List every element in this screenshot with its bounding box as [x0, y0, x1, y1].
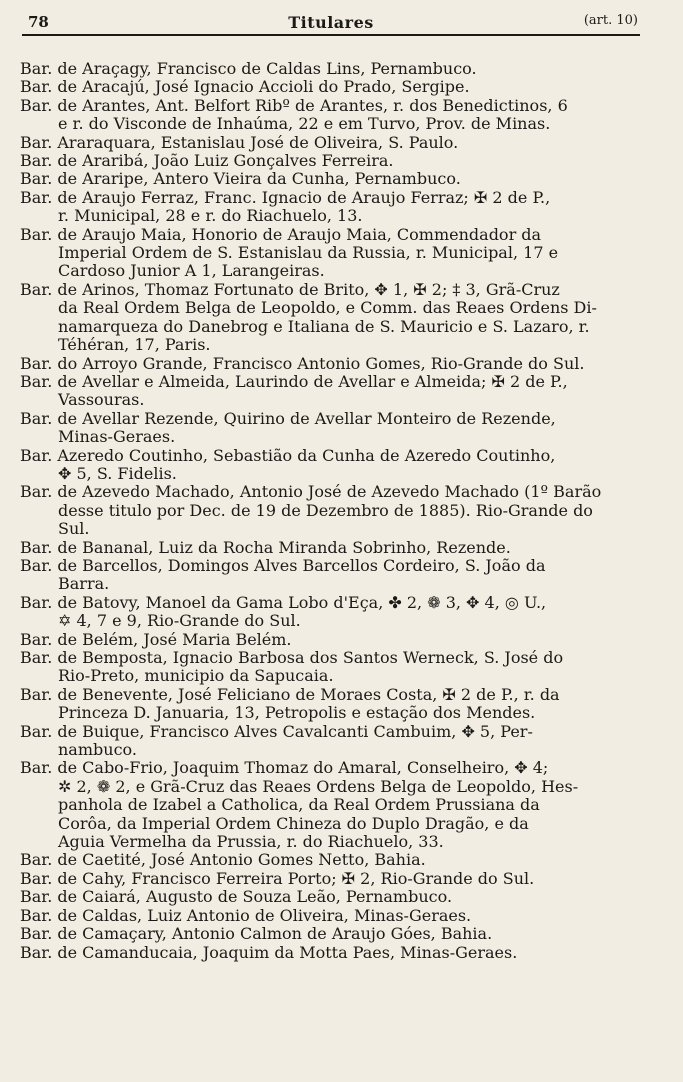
entry-line: Bar. de Buique, Francisco Alves Cavalcanti Cambuim, ✥ 5, Per- [20, 721, 533, 741]
title-entry [0, 686, 683, 723]
entry-continuation-line: da Real Ordem Belga de Leopoldo, e Comm. das Reaes Ordens Di- [58, 298, 597, 318]
title-entry [0, 152, 683, 170]
entry-line: Bar. de Araribá, João Luiz Gonçalves Ferreira. [20, 151, 394, 171]
title-entry [0, 851, 683, 869]
entry-continuation-line: Minas-Geraes. [58, 427, 176, 447]
entry-line: Bar. de Caldas, Luiz Antonio de Oliveira, Minas-Geraes. [20, 905, 472, 925]
title-entry [0, 944, 683, 962]
title-entry [0, 281, 683, 355]
entry-line: Bar. de Cahy, Francisco Ferreira Porto; ✠ 2, Rio-Grande do Sul. [20, 868, 535, 888]
title-entry [0, 355, 683, 373]
title-entry [0, 97, 683, 134]
entry-line: Bar. de Barcellos, Domingos Alves Barcellos Cordeiro, S. João da [20, 555, 546, 575]
title-entry [0, 539, 683, 557]
entry-continuation-line: Corôa, da Imperial Ordem Chineza do Duplo Dragão, e da [58, 813, 529, 833]
entry-line: Bar. de Araripe, Antero Vieira da Cunha, Pernambuco. [20, 169, 461, 189]
entry-line: Bar. de Caiará, Augusto de Souza Leão, Pernambuco. [20, 887, 453, 907]
entry-line: Bar. de Araujo Maia, Honorio de Araujo Maia, Commendador da [20, 224, 542, 244]
entry-line: Bar. de Araujo Ferraz, Franc. Ignacio de Araujo Ferraz; ✠ 2 de P., [20, 187, 551, 207]
entry-continuation-line: panhola de Izabel a Catholica, da Real Ordem Prussiana da [58, 795, 540, 815]
running-title: Titulares [288, 13, 374, 32]
entry-line: Bar. de Camanducaia, Joaquim da Motta Paes, Minas-Geraes. [20, 942, 518, 962]
title-entry [0, 483, 683, 538]
entry-line: Bar. de Bananal, Luiz da Rocha Miranda Sobrinho, Rezende. [20, 537, 511, 557]
entry-continuation-line: e r. do Visconde de Inhaúma, 22 e em Turvo, Prov. de Minas. [58, 114, 551, 134]
entry-continuation-line: desse titulo por Dec. de 19 de Dezembro de 1885). Rio-Grande do [58, 500, 593, 520]
title-entry [0, 170, 683, 188]
entry-line: Bar. de Avellar e Almeida, Laurindo de Avellar e Almeida; ✠ 2 de P., [20, 371, 568, 391]
title-entry [0, 189, 683, 226]
entry-continuation-line: ✡ 4, 7 e 9, Rio-Grande do Sul. [58, 611, 301, 631]
entry-line: Bar. de Bemposta, Ignacio Barbosa dos Santos Werneck, S. José do [20, 648, 564, 667]
entry-line: Bar. do Arroyo Grande, Francisco Antonio Gomes, Rio-Grande do Sul. [20, 353, 585, 373]
entry-line: Bar. de Avellar Rezende, Quirino de Avellar Monteiro de Rezende, [20, 408, 556, 428]
entry-line: Bar. Araraquara, Estanislau José de Oliveira, S. Paulo. [20, 132, 459, 152]
title-entry [0, 925, 683, 943]
entry-line: Bar. de Azevedo Machado, Antonio José de Azevedo Machado (1º Barão [20, 482, 602, 502]
entry-continuation-line: Rio-Preto, municipio da Sapucaia. [58, 666, 334, 686]
entry-line: Bar. de Benevente, José Feliciano de Moraes Costa, ✠ 2 de P., r. da [20, 684, 560, 704]
title-entry [0, 759, 683, 851]
entry-line: Bar. de Arinos, Thomaz Fortunato de Brito, ✥ 1, ✠ 2; ‡ 3, Grã-Cruz [20, 279, 560, 299]
entry-line: Bar. de Cabo-Frio, Joaquim Thomaz do Amaral, Conselheiro, ✥ 4; [20, 758, 549, 778]
title-entry [0, 870, 683, 888]
title-entry [0, 410, 683, 447]
entry-line: Bar. de Aracajú, José Ignacio Accioli do Prado, Sergipe. [20, 77, 470, 97]
title-entry [0, 631, 683, 649]
title-entry [0, 78, 683, 96]
entry-continuation-line: r. Municipal, 28 e r. do Riachuelo, 13. [58, 206, 363, 226]
entry-continuation-line: Cardoso Junior A 1, Larangeiras. [58, 261, 325, 281]
section-reference: (art. 10) [583, 13, 638, 28]
title-entry [0, 373, 683, 410]
title-entry [0, 226, 683, 281]
entry-line: Bar. de Camaçary, Antonio Calmon de Araujo Góes, Bahia. [20, 924, 493, 944]
entry-line: Bar. de Arantes, Ant. Belfort Ribº de Arantes, r. dos Benedictinos, 6 [20, 95, 568, 115]
entry-continuation-line: Barra. [58, 574, 110, 594]
entry-continuation-line: namarqueza do Danebrog e Italiana de S. Mauricio e S. Lazaro, r. [58, 316, 590, 336]
entry-line: Bar. Azeredo Coutinho, Sebastião da Cunha de Azeredo Coutinho, [20, 445, 556, 465]
entry-line: Bar. de Batovy, Manoel da Gama Lobo d'Eça, ✤ 2, ❁ 3, ✥ 4, ◎ U., [20, 592, 547, 612]
entry-continuation-line: Aguia Vermelha da Prussia, r. do Riachuelo, 33. [58, 832, 444, 852]
title-entry [0, 134, 683, 152]
page-header [22, 10, 640, 36]
entry-continuation-line: ✥ 5, S. Fidelis. [58, 463, 177, 483]
title-entry [0, 723, 683, 760]
entry-continuation-line: Vassouras. [58, 390, 145, 410]
title-entry [0, 907, 683, 925]
title-entry [0, 447, 683, 484]
entry-continuation-line: Princeza D. Januaria, 13, Petropolis e estação dos Mendes. [58, 703, 536, 723]
entry-continuation-line: Sul. [58, 519, 90, 539]
entry-continuation-line: Téhéran, 17, Paris. [58, 335, 211, 355]
title-entry [0, 557, 683, 594]
page-number: 78 [28, 13, 49, 31]
title-entry [0, 649, 683, 686]
entry-continuation-line: ✲ 2, ❁ 2, e Grã-Cruz das Reaes Ordens Belga de Leopoldo, Hes- [58, 776, 579, 796]
title-entry [0, 60, 683, 78]
entry-line: Bar. de Belém, José Maria Belém. [20, 629, 292, 649]
entry-continuation-line: Imperial Ordem de S. Estanislau da Russia, r. Municipal, 17 e [58, 243, 559, 263]
title-entry [0, 888, 683, 906]
entry-continuation-line: nambuco. [58, 740, 137, 760]
title-entries-list [0, 60, 683, 962]
entry-line: Bar. de Araçagy, Francisco de Caldas Lins, Pernambuco. [20, 59, 477, 78]
title-entry [0, 594, 683, 631]
entry-line: Bar. de Caetité, José Antonio Gomes Netto, Bahia. [20, 850, 426, 870]
